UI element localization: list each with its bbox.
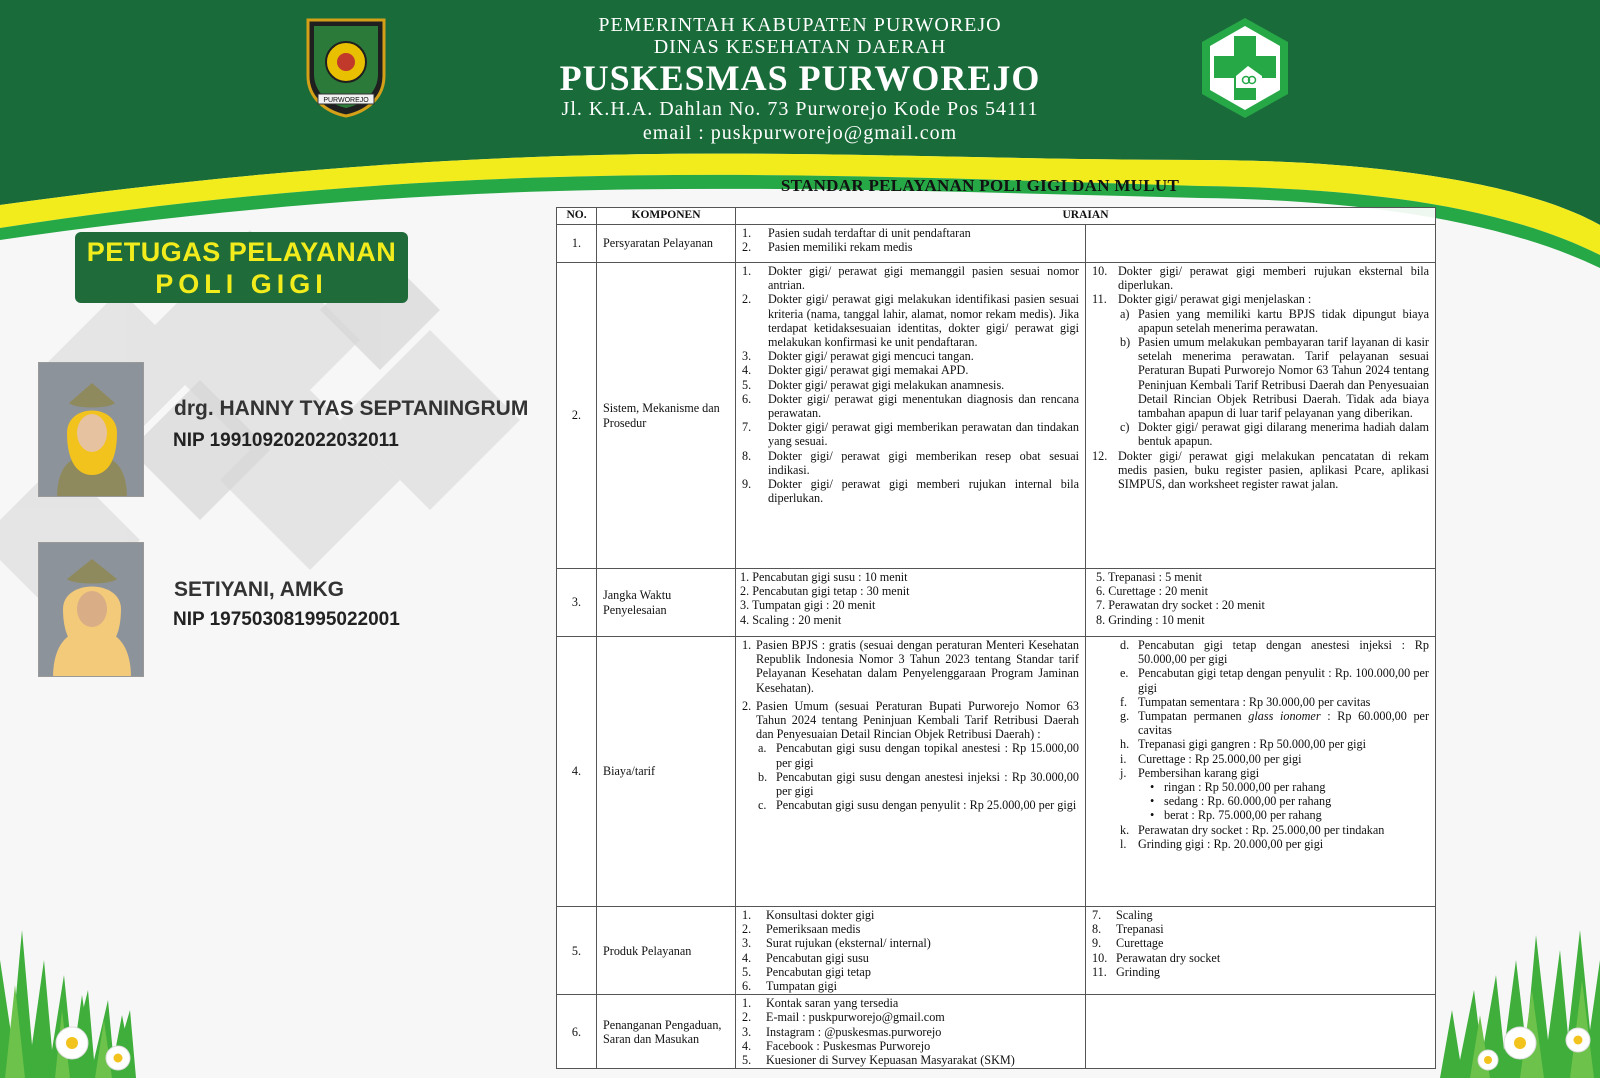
row-komponen: Produk Pelayanan xyxy=(597,907,736,995)
list-item: 2. Dokter gigi/ perawat gigi melakukan identifikasi pasien sesuai kriteria (nama, tanggal lahir, alamat, nomor rekam medis). Jika terdapat ketidaksesuaian identitas, dokter gigi/ perawat gigi melakukan konfirmasi ke unit pendaftaran. xyxy=(742,292,1079,350)
list-item: f. Tumpatan sementara : Rp 30.000,00 per cavitas xyxy=(1120,694,1371,709)
list-item: d. Pencabutan gigi tetap dengan anestesi injeksi : Rp 50.000,00 per gigi xyxy=(1120,638,1429,667)
table-row xyxy=(557,569,1436,637)
list-item: 8. Trepanasi xyxy=(1092,922,1164,937)
staff-photo xyxy=(38,362,144,497)
row-uraian-left xyxy=(736,907,1086,995)
list-item: 4. Pencabutan gigi susu xyxy=(742,950,869,965)
header xyxy=(520,14,1080,146)
petugas-heading-line1: PETUGAS PELAYANAN xyxy=(86,237,397,267)
staff-name: drg. HANNY TYAS SEPTANINGRUM xyxy=(174,397,529,420)
svg-text:PURWOREJO: PURWOREJO xyxy=(323,97,369,104)
list-item: • berat : Rp. 75.000,00 per rahang xyxy=(1138,808,1429,822)
list-item: 2. Pasien memiliki rekam medis xyxy=(742,240,913,255)
list-item: c. Pencabutan gigi susu dengan penyulit : Rp 25.000,00 per gigi xyxy=(758,798,1077,813)
header-line2: DINAS KESEHATAN DAERAH xyxy=(653,36,947,58)
row-uraian-left xyxy=(736,995,1086,1069)
list-item: 1. Pasien BPJS : gratis (sesuai dengan peraturan Menteri Kesehatan Republik Indonesia Nomor 3 Tahun 2023 tentang Standar tarif Pelayanan Kesehatan dalam Penyelenggaraan Program Jaminan Kesehatan). xyxy=(742,638,1079,695)
row-uraian-right xyxy=(1086,263,1436,569)
list-item: 8. Dokter gigi/ perawat gigi memberikan resep obat sesuai indikasi. xyxy=(742,448,1079,477)
row-uraian-left xyxy=(736,637,1086,907)
staff-nip: NIP 197503081995022001 xyxy=(173,609,400,630)
table-row xyxy=(557,907,1436,995)
list-item: 8. Grinding : 10 menit xyxy=(1096,612,1205,627)
list-item: 11. Grinding xyxy=(1092,964,1161,979)
list-item: 1. Kontak saran yang tersedia xyxy=(742,996,899,1011)
list-item: 5. Pencabutan gigi tetap xyxy=(742,964,871,979)
petugas-heading xyxy=(75,232,408,303)
row-uraian-right xyxy=(1086,569,1436,637)
list-item: 2. E-mail : puskpurworejo@gmail.com xyxy=(742,1010,945,1025)
list-item: b. Pencabutan gigi susu dengan anestesi injeksi : Rp 30.000,00 per gigi xyxy=(758,769,1079,799)
col-header-uraian: URAIAN xyxy=(736,208,1436,225)
header-line1: PEMERINTAH KABUPATEN PURWOREJO xyxy=(598,14,1002,36)
list-item: 9. Curettage xyxy=(1092,936,1164,951)
list-item: 5. Trepanasi : 5 menit xyxy=(1096,570,1202,584)
row-uraian-right xyxy=(1086,995,1436,1069)
list-item: 5. Dokter gigi/ perawat gigi melakukan anamnesis. xyxy=(742,377,1005,392)
list-item: a. Pencabutan gigi susu dengan topikal anestesi : Rp 15.000,00 per gigi xyxy=(758,741,1079,770)
list-item: 2. Pencabutan gigi tetap : 30 menit xyxy=(740,584,910,599)
list-item: 6. Dokter gigi/ perawat gigi menentukan diagnosis dan rencana perawatan. xyxy=(742,391,1079,421)
list-item: h. Trepanasi gigi gangren : Rp 50.000,00 per gigi xyxy=(1120,737,1367,752)
list-item: 6. Tumpatan gigi xyxy=(742,979,837,994)
table-row xyxy=(557,263,1436,569)
list-item: 7. Scaling xyxy=(1092,908,1153,922)
row-uraian-left xyxy=(736,569,1086,637)
list-item: 7. Perawatan dry socket : 20 menit xyxy=(1096,598,1265,613)
list-item: j. Pembersihan karang gigi • ringan : Rp 50.000,00 per rahang • sedang : Rp. 60.000,00 per rahang • berat : Rp. 75.000,00 per rahang xyxy=(1118,766,1429,823)
list-item: l. Grinding gigi : Rp. 20.000,00 per gigi xyxy=(1120,836,1324,851)
list-item: 3. Tumpatan gigi : 20 menit xyxy=(740,598,876,613)
row-uraian-right xyxy=(1086,637,1436,907)
list-item: 1. Dokter gigi/ perawat gigi memanggil pasien sesuai nomor antrian. xyxy=(742,264,1079,293)
list-item: 9. Dokter gigi/ perawat gigi memberi rujukan internal bila diperlukan. xyxy=(742,477,1079,506)
table-row xyxy=(557,225,1436,263)
row-number: 3. xyxy=(557,569,597,637)
row-number: 4. xyxy=(557,637,597,907)
table-header-row xyxy=(557,208,1436,225)
list-item: 4. Dokter gigi/ perawat gigi memakai APD. xyxy=(742,363,969,378)
table-row xyxy=(557,637,1436,907)
row-komponen: Penanganan Pengaduan, Saran dan Masukan xyxy=(597,995,736,1069)
col-header-komponen: KOMPONEN xyxy=(597,208,736,225)
list-item: 4. Facebook : Puskesmas Purworejo xyxy=(742,1038,931,1053)
row-komponen: Jangka Waktu Penyelesaian xyxy=(597,569,736,637)
list-item: 5. Kuesioner di Survey Kepuasan Masyarakat (SKM) xyxy=(742,1053,1015,1068)
list-item: 10. Dokter gigi/ perawat gigi memberi rujukan eksternal bila diperlukan. xyxy=(1092,264,1429,293)
list-item: 11. Dokter gigi/ perawat gigi menjelaskan : a) Pasien yang memiliki kartu BPJS tidak dipungut biaya apapun setelah menerima perawatan. b) Pasien umum melakukan pembayaran tarif layanan di kasir setelah menerima perawatan. Tarif pelayanan sesuai Peraturan Bupati Purworejo Nomor 63 Tahun 2024 tentang Peninjuan Kembali Tarif Retribusi Daerah dan Penyesuaian Detail Rincian Objek Retribusi Daerah. Tidak ada biaya tambahan apapun di luar tarif pelayanan yang diberikan. c) Dokter gigi/ perawat gigi dilarang menerima hadiah dalam bentuk apapun. xyxy=(1092,292,1429,449)
list-item: 4. Scaling : 20 menit xyxy=(740,612,842,627)
list-item: 3. Dokter gigi/ perawat gigi mencuci tangan. xyxy=(742,349,974,364)
staff-photo xyxy=(38,542,144,677)
list-item: 1. Pencabutan gigi susu : 10 menit xyxy=(740,570,908,584)
list-item: b) Pasien umum melakukan pembayaran tarif layanan di kasir setelah menerima perawatan. Tarif pelayanan sesuai Peraturan Bupati Purworejo Nomor 63 Tahun 2024 tentang Peninjuan Kembali Tarif Retribusi Daerah dan Penyesuaian Detail Rincian Objek Retribusi Daerah. Tidak ada biaya tambahan apapun di luar tarif pelayanan yang diberikan. xyxy=(1120,335,1429,421)
list-item: 3. Surat rujukan (eksternal/ internal) xyxy=(742,936,931,951)
staff-nip: NIP 199109202022032011 xyxy=(173,430,399,451)
col-header-no: NO. xyxy=(557,208,597,225)
row-number: 5. xyxy=(557,907,597,995)
list-item: • ringan : Rp 50.000,00 per rahang xyxy=(1138,780,1429,794)
list-item: 10. Perawatan dry socket xyxy=(1092,950,1221,965)
list-item: 3. Instagram : @puskesmas.purworejo xyxy=(742,1024,942,1039)
header-email: email : puskpurworejo@gmail.com xyxy=(642,122,958,144)
standar-pelayanan-table xyxy=(556,207,1436,1069)
list-item: a) Pasien yang memiliki kartu BPJS tidak dipungut biaya apapun setelah menerima perawatan. xyxy=(1120,306,1429,335)
list-item: 6. Curettage : 20 menit xyxy=(1096,584,1209,599)
list-item: k. Perawatan dry socket : Rp. 25.000,00 per tindakan xyxy=(1120,822,1385,837)
row-komponen: Persyaratan Pelayanan xyxy=(597,225,736,263)
list-item: c) Dokter gigi/ perawat gigi dilarang menerima hadiah dalam bentuk apapun. xyxy=(1120,420,1429,449)
row-number: 6. xyxy=(557,995,597,1069)
header-title: PUSKESMAS PURWOREJO xyxy=(559,58,1041,98)
list-item: 1. Konsultasi dokter gigi xyxy=(742,908,875,922)
row-komponen: Biaya/tarif xyxy=(597,637,736,907)
list-item: e. Pencabutan gigi tetap dengan penyulit : Rp. 100.000,00 per gigi xyxy=(1120,666,1429,695)
row-komponen: Sistem, Mekanisme dan Prosedur xyxy=(597,263,736,569)
list-item: 2. Pemeriksaan medis xyxy=(742,922,861,937)
row-uraian-right xyxy=(1086,225,1436,263)
row-uraian-left xyxy=(736,263,1086,569)
list-item: 12. Dokter gigi/ perawat gigi melakukan pencatatan di rekam medis pasien, buku register pasien, aplikasi Pcare, aplikasi SIMPUS, dan worksheet register rawat jalan. xyxy=(1092,448,1429,492)
list-item: 2. Pasien Umum (sesuai Peraturan Bupati Purworejo Nomor 63 Tahun 2024 tentang Peninjuan Kembali Tarif Retribusi Daerah dan Penyesuaian Detail Rincian Objek Retribusi Daerah) : a. Pencabutan gigi susu dengan topikal anestesi : Rp 15.000,00 per gigi b. Pencabutan gigi susu dengan anestesi injeksi : Rp 30.000,00 per gigi c. Pencabutan gigi susu dengan penyulit : Rp 25.000,00 per gigi xyxy=(742,698,1079,813)
row-number: 1. xyxy=(557,225,597,263)
staff-name: SETIYANI, AMKG xyxy=(174,578,344,601)
list-item: i. Curettage : Rp 25.000,00 per gigi xyxy=(1120,751,1302,766)
table-title: STANDAR PELAYANAN POLI GIGI DAN MULUT xyxy=(780,176,1180,195)
list-item: 1. Pasien sudah terdaftar di unit pendaftaran xyxy=(742,226,971,240)
row-number: 2. xyxy=(557,263,597,569)
puskesmas-logo xyxy=(1200,16,1290,120)
header-address: Jl. K.H.A. Dahlan No. 73 Purworejo Kode Pos 54111 xyxy=(561,98,1039,120)
row-uraian-right xyxy=(1086,907,1436,995)
list-item: g. Tumpatan permanen glass ionomer : Rp 60.000,00 per cavitas xyxy=(1120,709,1430,738)
purworejo-regency-logo xyxy=(300,16,392,118)
list-item: • sedang : Rp. 60.000,00 per rahang xyxy=(1138,794,1429,808)
list-item: 7. Dokter gigi/ perawat gigi memberikan perawatan dan tindakan yang sesuai. xyxy=(742,420,1079,449)
table-row xyxy=(557,995,1436,1069)
petugas-heading-line2: POLI GIGI xyxy=(155,269,328,299)
row-uraian-left xyxy=(736,225,1086,263)
